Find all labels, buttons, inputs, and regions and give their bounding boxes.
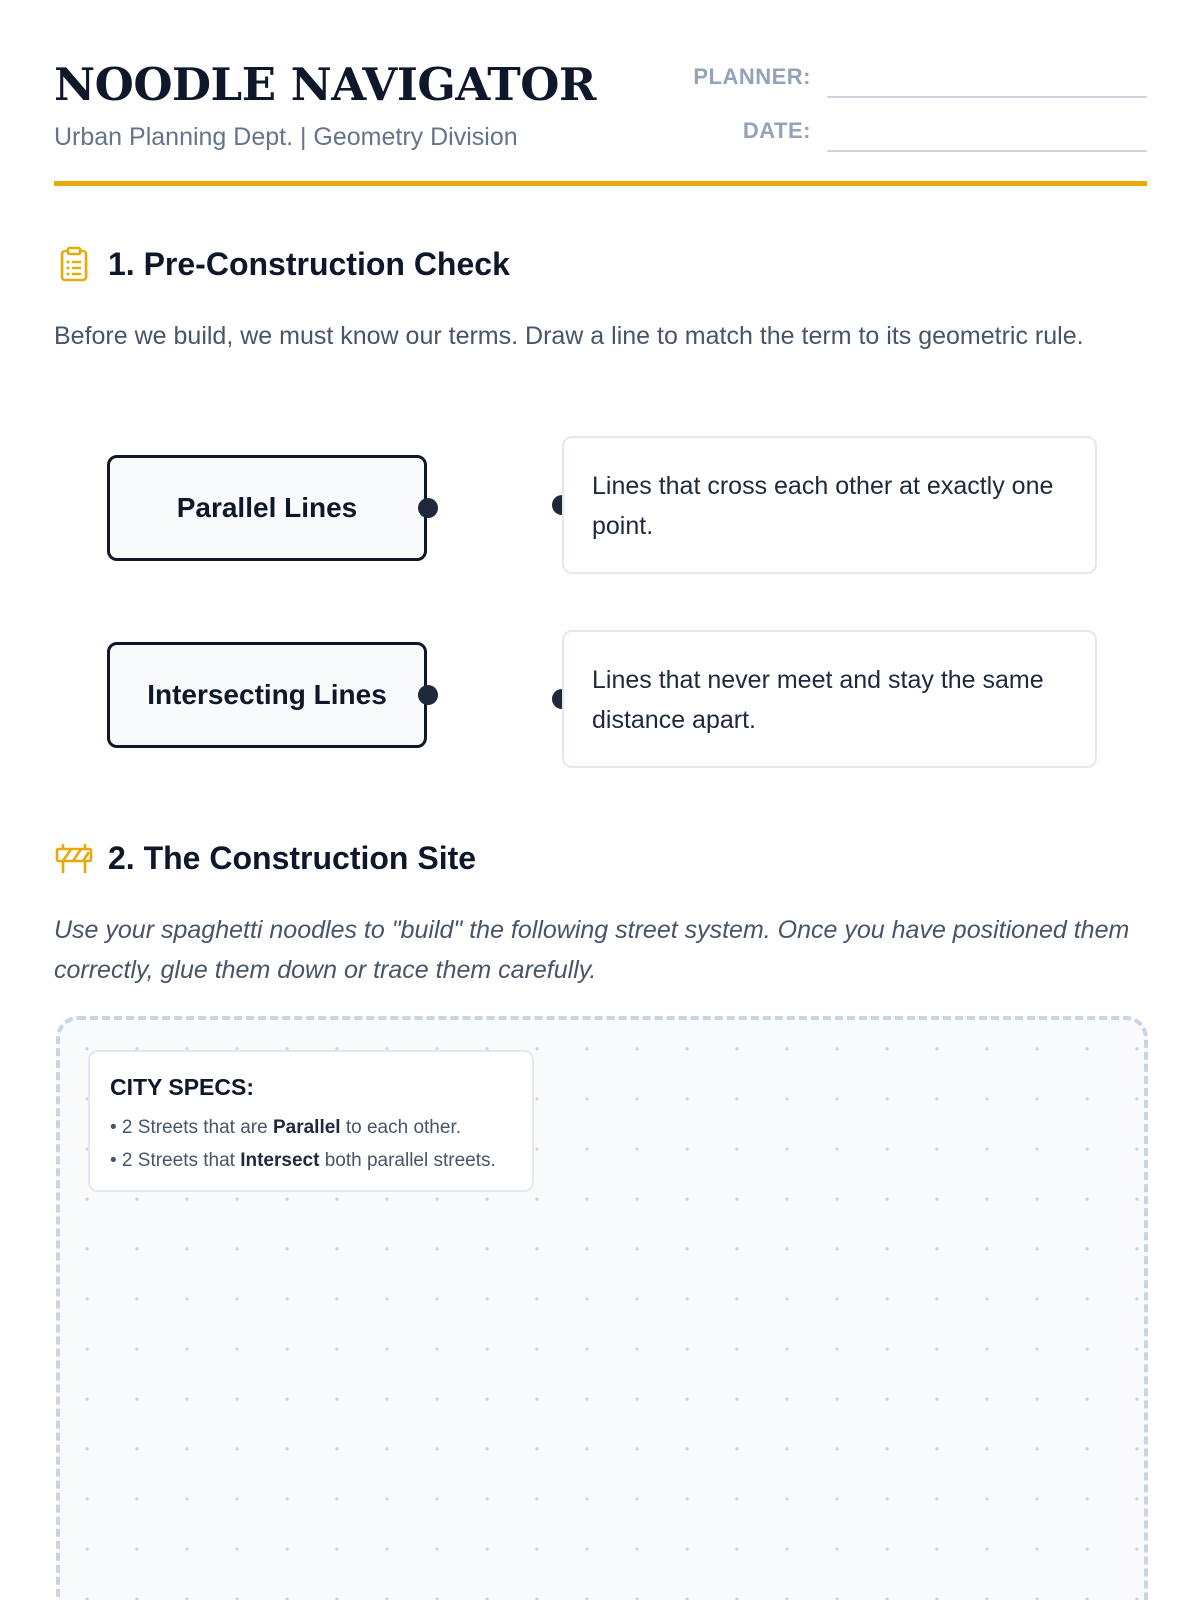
header-divider bbox=[54, 181, 1147, 186]
clipboard-icon bbox=[54, 244, 94, 284]
section-2-title: 2. The Construction Site bbox=[108, 839, 477, 876]
worksheet-title: NOODLE NAVIGATOR bbox=[54, 58, 596, 111]
construction-barrier-icon bbox=[54, 838, 94, 878]
city-specs-heading: CITY SPECS: bbox=[110, 1074, 254, 1100]
planner-label: PLANNER: bbox=[693, 64, 811, 89]
term-intersecting-lines[interactable]: Intersecting Lines bbox=[107, 642, 427, 748]
section-2-instructions: Use your spaghetti noodles to "build" the following street system. Once you have positioned them correctly, glue them down or trace them carefully. bbox=[54, 916, 1130, 984]
section-1-instructions: Before we build, we must know our terms. Draw a line to match the term to its geometric rule. bbox=[54, 322, 1084, 350]
term-connector-dot[interactable] bbox=[418, 685, 438, 705]
term-parallel-lines[interactable]: Parallel Lines bbox=[107, 455, 427, 561]
date-field[interactable] bbox=[687, 112, 1147, 152]
worksheet-subtitle: Urban Planning Dept. | Geometry Division bbox=[54, 123, 518, 151]
date-input-line[interactable] bbox=[827, 150, 1147, 152]
worksheet-header bbox=[54, 56, 1147, 152]
date-label: DATE: bbox=[742, 118, 811, 143]
section-1-title: 1. Pre-Construction Check bbox=[108, 245, 510, 282]
spec-item: • 2 Streets that Intersect both parallel streets. bbox=[110, 1150, 496, 1171]
definition-card[interactable]: Lines that cross each other at exactly one point. bbox=[562, 436, 1097, 574]
term-connector-dot[interactable] bbox=[418, 498, 438, 518]
section-1-heading bbox=[54, 244, 510, 284]
spec-item: • 2 Streets that are Parallel to each other. bbox=[110, 1117, 461, 1138]
city-specs-card bbox=[88, 1050, 534, 1192]
planner-input-line[interactable] bbox=[827, 96, 1147, 98]
definition-card[interactable]: Lines that never meet and stay the same distance apart. bbox=[562, 630, 1097, 768]
section-2-heading bbox=[54, 838, 476, 878]
planner-field[interactable] bbox=[687, 58, 1147, 98]
